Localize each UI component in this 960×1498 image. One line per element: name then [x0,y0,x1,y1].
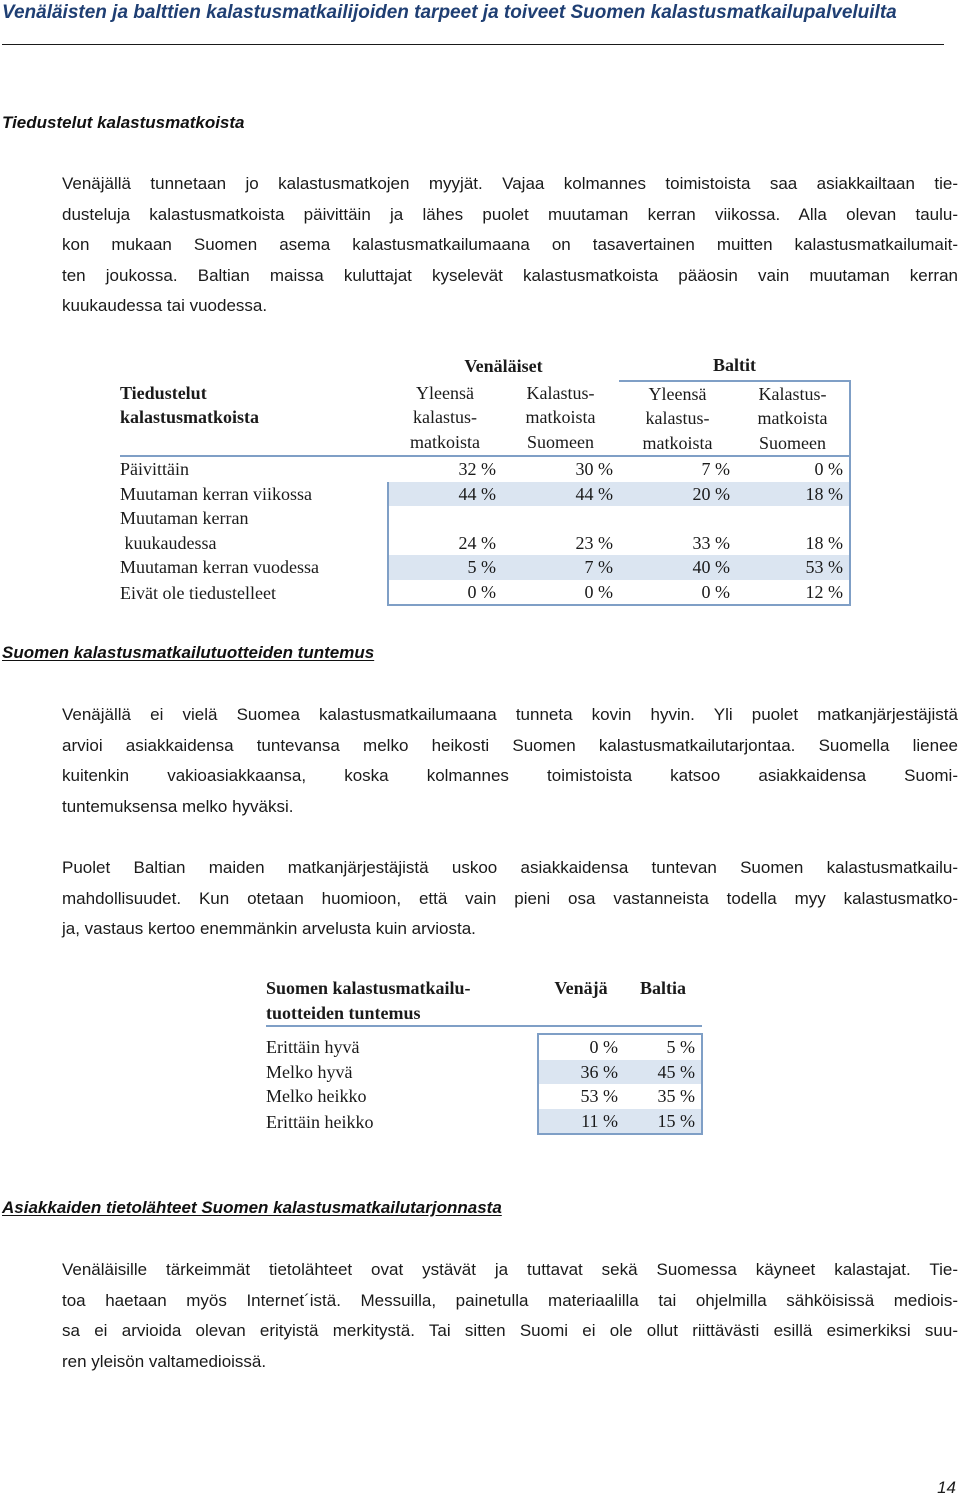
table-cell: 0 % [502,580,619,606]
text-line: Venäjällä tunnetaan jo kalastusmatkojen myyjät. Vajaa kolmannes toimistoista saa asiakkailtaan tie- [62,174,958,193]
section-heading-inquiries: Tiedustelut kalastusmatkoista [2,113,245,132]
table-cell: 18 % [736,482,850,507]
column-header-russia: Venäjä [538,976,624,1026]
table-row [266,1109,702,1135]
table-cell: 53 % [538,1084,624,1109]
text-line: mahdollisuudet. Kun otetaan huomioon, että vain pieni osa vastanneista todella myy kalastusmatko- [62,888,958,908]
text-line: sa ei arvioida olevan erityistä merkitystä. Tai sitten Suomi ei ole ollut riittävästi esillä esimerkiksi suu- [62,1321,958,1340]
column-header: Yleensä kalastus- matkoista [642,383,713,453]
text-line: arvioi asiakkaidensa tuntevansa melko heikosti Suomen kalastusmatkailutarjontaa. Suomella lienee [62,735,958,755]
row-label: Muutaman kerran vuodessa [120,557,319,577]
text-line: kon mukaan Suomen asema kalastusmatkailumaana on tasavertainen muitten kalastusmatkailumait- [62,235,958,254]
table-cell: 15 % [624,1109,702,1135]
column-header: Yleensä kalastus- matkoista [410,382,480,452]
column-header: Kalastus- matkoista Suomeen [525,382,596,452]
table-cell: 20 % [619,482,736,507]
column-header-baltia: Baltia [624,976,702,1026]
table-row [266,1034,702,1060]
text-line: Venäjällä ei vielä Suomea kalastusmatkailumaana tunneta kovin hyvin. Yli puolet matkanjärjestäjistä [62,705,958,724]
text-line: ja, vastaus kertoo enemmänkin arvelusta kuin arviosta. [62,919,476,938]
table-cell: 36 % [538,1060,624,1085]
table-row [266,1084,702,1109]
awareness-table [266,976,703,1135]
table-row [120,456,850,482]
table-cell: 44 % [388,482,502,507]
table-cell: 24 % [388,506,502,555]
row-label: Erittäin heikko [266,1111,374,1132]
table-cell: 40 % [619,555,736,580]
row-label: Muutaman kerran viikossa [120,483,312,504]
table-cell: 32 % [388,456,502,482]
text-line: kuitenkin vakioasiakkaansa, koska kolmannes toimistoista katsoo asiakkaidensa Suomi- [62,766,958,785]
page-number: 14 [937,1478,956,1497]
text-line: kuukaudessa tai vuodessa. [62,296,268,315]
text-line: tuntemuksensa melko hyväksi. [62,796,294,816]
table-row [120,555,850,580]
table-cell: 5 % [388,555,502,580]
paragraph-information-sources [62,1255,958,1377]
row-header-title: Suomen kalastusmatkailu- tuotteiden tuntemus [266,976,538,1026]
table-cell: 0 % [538,1034,624,1060]
table-cell: 7 % [502,555,619,580]
table-row [120,580,850,606]
paragraph-inquiries [62,169,958,322]
table-cell: 44 % [502,482,619,507]
text-line: toa haetaan myös Internet´istä. Messuilla, painetulla materiaalilla tai ohjelmilla sähköisissä mediois- [62,1290,958,1310]
table-cell: 23 % [575,532,613,553]
paragraph-awareness-baltics [62,853,958,945]
table-cell: 0 % [388,580,502,606]
column-header: Kalastus- matkoista Suomeen [736,381,850,457]
table-cell: 11 % [538,1109,624,1135]
table-cell: 7 % [619,456,736,482]
inquiries-table [120,353,851,606]
row-label: Melko hyvä [266,1061,353,1082]
table-column-header-row [266,976,702,1026]
table-row [266,1060,702,1085]
text-line: Venäläisille tärkeimmät tietolähteet ovat ystävät ja tuttavat sekä Suomessa käyneet kalastajat. Tie- [62,1260,958,1279]
table-column-header-row [120,381,850,457]
row-label: Muutaman kerran kuukaudessa [120,508,249,553]
text-line: Puolet Baltian maiden matkanjärjestäjistä uskoo asiakkaidensa tuntevan Suomen kalastusmatkailu- [62,858,958,877]
row-label: Eivät ole tiedustelleet [120,582,276,603]
table-group-header-row [120,353,850,381]
table-cell: 45 % [624,1060,702,1085]
table-cell: 0 % [736,456,850,482]
row-label: Erittäin hyvä [266,1037,360,1057]
running-header-title: Venäläisten ja balttien kalastusmatkailijoiden tarpeet ja toiveet Suomen kalastusmatkailupalveluilta [2,2,897,23]
text-line: dusteluja kalastusmatkoista päivittäin ja lähes puolet muutaman kerran viikossa. Alla olevan taulu- [62,204,958,224]
header-rule [2,44,944,45]
group-header-balts: Baltit [619,353,850,381]
table-cell: 18 % [736,506,850,555]
table-cell: 53 % [736,555,850,580]
table-cell: 33 % [692,532,730,553]
table-row [120,506,850,555]
paragraph-awareness-russia [62,700,958,822]
row-label: Päivittäin [120,456,388,482]
table-cell: 30 % [502,456,619,482]
text-line: ren yleisön valtamedioissä. [62,1351,267,1371]
text-line: ten joukossa. Baltian maissa kuluttajat kyselevät kalastusmatkoista pääosin vain muutaman kerran [62,265,958,285]
section-heading-awareness: Suomen kalastusmatkailutuotteiden tuntemus [2,643,375,662]
table-cell: 12 % [736,580,850,606]
group-header-russians: Venäläiset [464,356,543,376]
table-cell: 0 % [619,580,736,606]
table-cell: 5 % [624,1034,702,1060]
row-label: Melko heikko [266,1086,367,1106]
row-header-title: Tiedustelut kalastusmatkoista [120,382,260,427]
table-row [120,482,850,507]
table-cell: 35 % [624,1084,702,1109]
section-heading-information-sources: Asiakkaiden tietolähteet Suomen kalastusmatkailutarjonnasta [2,1198,502,1217]
